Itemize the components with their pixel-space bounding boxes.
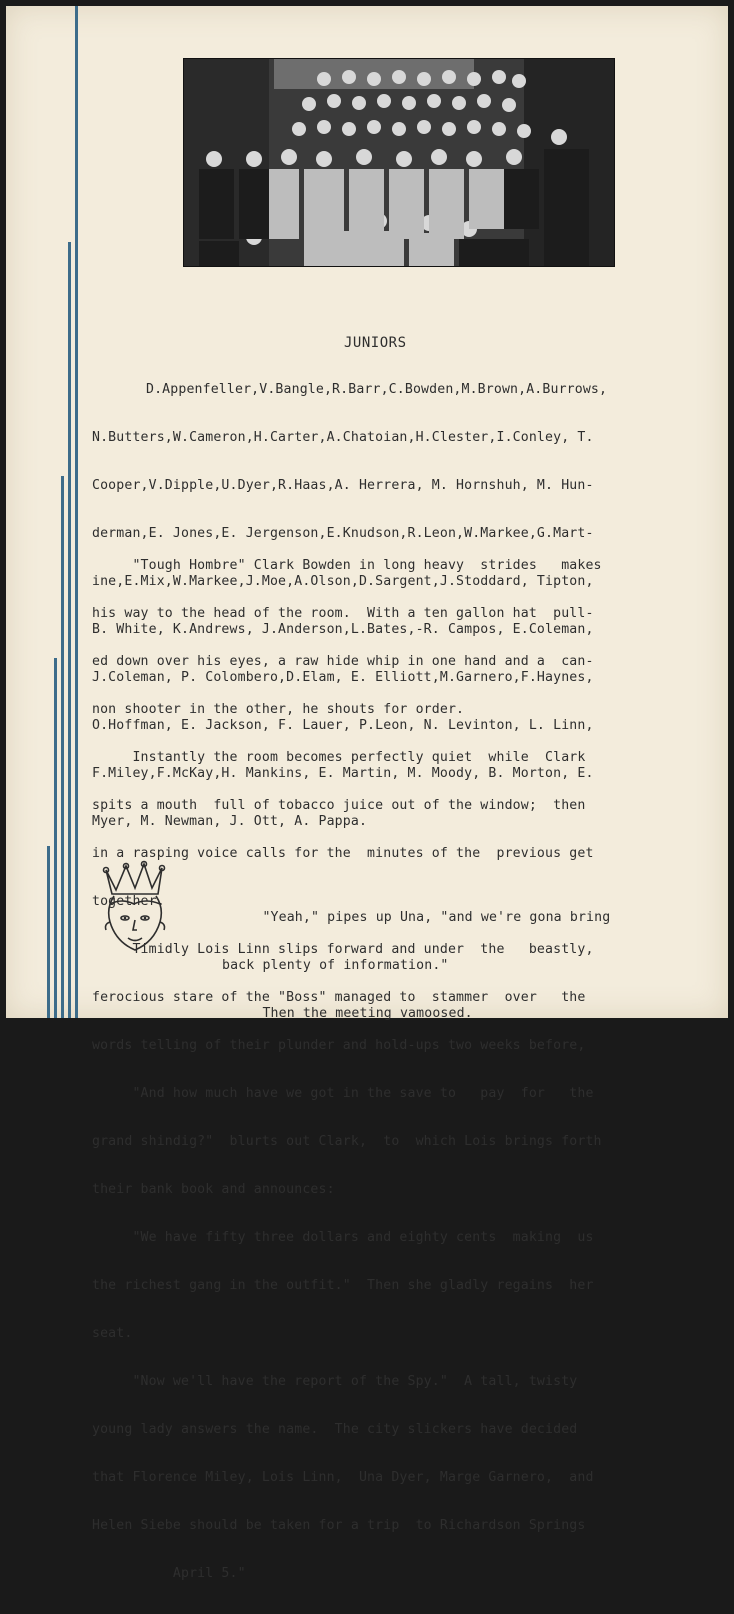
story-line: back plenty of information.": [222, 958, 449, 973]
list-item: Cooper,V.Dipple,U.Dyer,R.Haas,A. Herrera, M. Hornshuh, M. Hun-: [92, 478, 594, 493]
list-item: B. White, K.Andrews, J.Anderson,L.Bates,-R. Campos, E.Coleman,: [92, 622, 594, 637]
story-line: young lady answers the name. The city slickers have decided: [92, 1422, 578, 1437]
story-line: Then the meeting vamoosed.: [222, 1006, 473, 1021]
list-item: O.Hoffman, E. Jackson, F. Lauer, P.Leon, N. Levinton, L. Linn,: [92, 718, 594, 733]
yearbook-page: [6, 6, 728, 1581]
story-text: [92, 526, 602, 1614]
list-item: N.Butters,W.Cameron,H.Carter,A.Chatoian,H.Clester,I.Conley, T.: [92, 430, 594, 445]
group-photo-icon: [184, 59, 614, 266]
story-line: grand shindig?" blurts out Clark, to which Lois brings forth: [92, 1134, 602, 1149]
story-line: seat.: [92, 1326, 133, 1341]
story-line: "We have fifty three dollars and eighty cents making us: [92, 1230, 594, 1245]
list-item: F.Miley,F.McKay,H. Mankins, E. Martin, M. Moody, B. Morton, E.: [92, 766, 594, 781]
margin-line: [61, 476, 64, 1018]
story-line: "And how much have we got in the save to pay for the: [92, 1086, 594, 1101]
class-group-photo: [183, 58, 615, 267]
story-line: his way to the head of the room. With a ten gallon hat pull-: [92, 606, 594, 621]
list-item: ine,E.Mix,W.Markee,J.Moe,A.Olson,D.Sargent,J.Stoddard, Tipton,: [92, 574, 594, 589]
page-title: JUNIORS: [344, 335, 407, 351]
margin-line: [68, 242, 71, 1018]
story-line: spits a mouth full of tobacco juice out of the window; then: [92, 798, 586, 813]
story-line: together.: [92, 894, 165, 909]
story-line: Timidly Lois Linn slips forward and under the beastly,: [92, 942, 594, 957]
margin-line: [47, 846, 50, 1018]
closing-text: [222, 878, 610, 1054]
story-line: Helen Siebe should be taken for a trip to Richardson Springs: [92, 1518, 586, 1533]
crowned-face-icon: [92, 858, 178, 958]
story-line: ferocious stare of the "Boss" managed to stammer over the: [92, 990, 586, 1005]
list-item: derman,E. Jones,E. Jergenson,E.Knudson,R.Leon,W.Markee,G.Mart-: [92, 526, 594, 541]
story-line: their bank book and announces:: [92, 1182, 335, 1197]
story-line: that Florence Miley, Lois Linn, Una Dyer, Marge Garnero, and: [92, 1470, 594, 1485]
list-item: Myer, M. Newman, J. Ott, A. Pappa.: [92, 814, 368, 829]
story-line: the richest gang in the outfit." Then she gladly regains her: [92, 1278, 594, 1293]
story-line: "Tough Hombre" Clark Bowden in long heavy strides makes: [92, 558, 602, 573]
margin-line: [75, 6, 78, 1018]
story-line: April 5.": [92, 1566, 246, 1581]
story-line: "Now we'll have the report of the Spy." A tall, twisty: [92, 1374, 578, 1389]
story-line: words telling of their plunder and hold-ups two weeks before,: [92, 1038, 586, 1053]
story-line: in a rasping voice calls for the minutes of the previous get: [92, 846, 594, 861]
margin-line: [54, 658, 57, 1018]
story-line: ed down over his eyes, a raw hide whip in one hand and a can-: [92, 654, 594, 669]
list-item: J.Coleman, P. Colombero,D.Elam, E. Elliott,M.Garnero,F.Haynes,: [92, 670, 594, 685]
story-line: "Yeah," pipes up Una, "and we're gona bring: [222, 910, 611, 925]
story-line: Instantly the room becomes perfectly quiet while Clark: [92, 750, 586, 765]
list-item: D.Appenfeller,V.Bangle,R.Barr,C.Bowden,M.Brown,A.Burrows,: [146, 382, 608, 397]
story-line: non shooter in the other, he shouts for order.: [92, 702, 465, 717]
